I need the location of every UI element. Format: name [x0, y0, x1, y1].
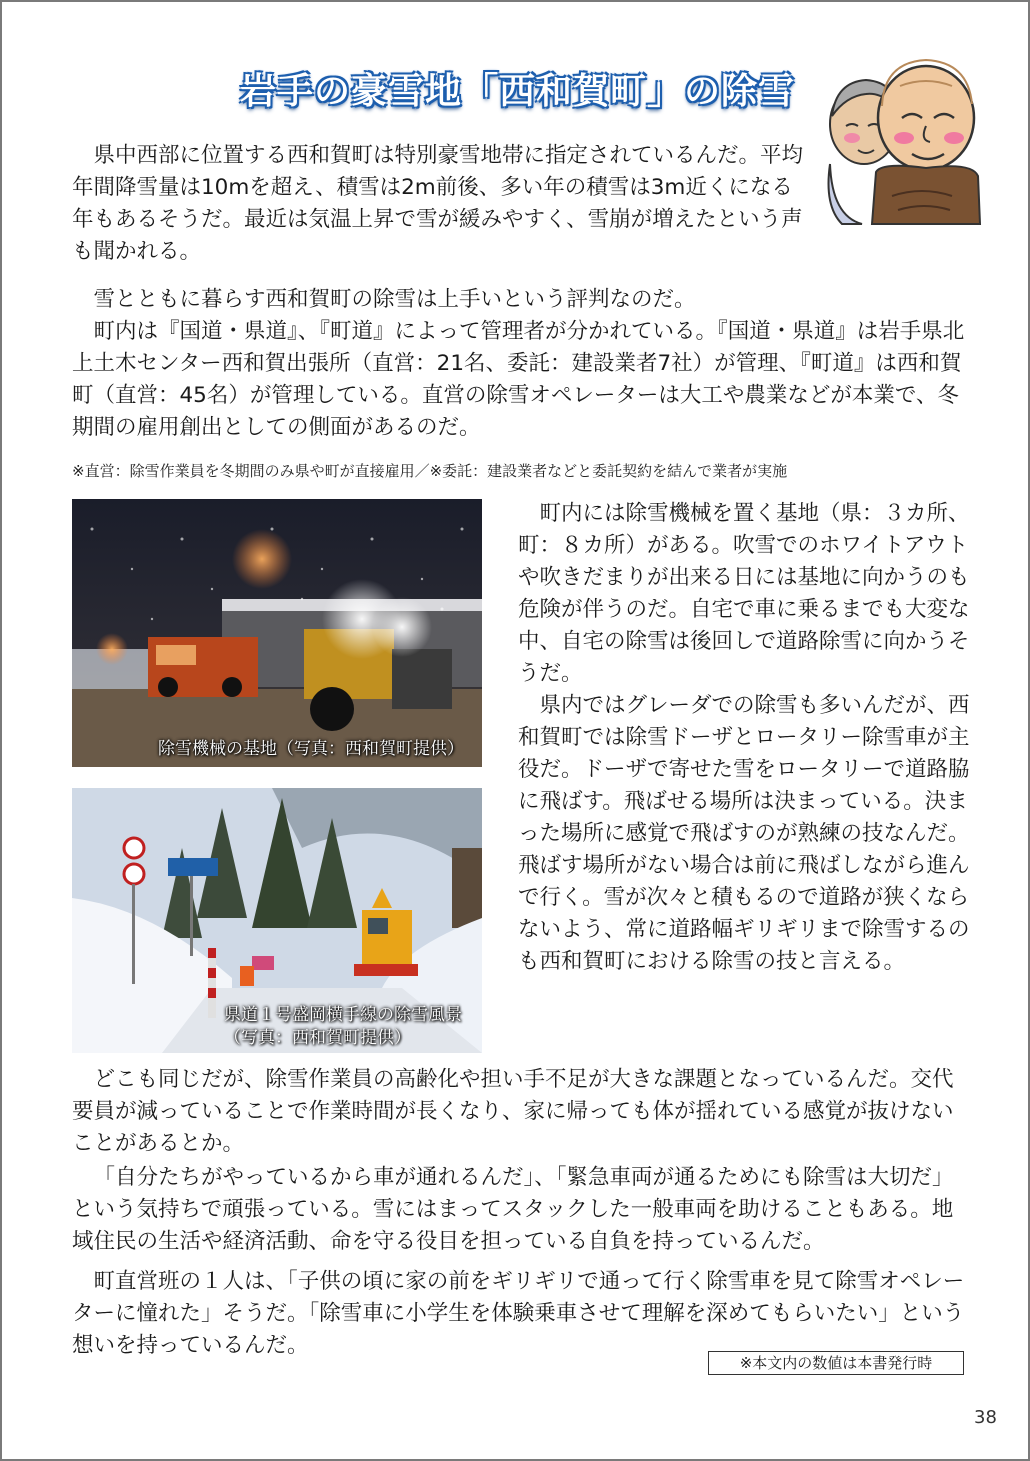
paragraph-4: 町内には除雪機械を置く基地（県：３カ所、町：８カ所）がある。吹雪でのホワイトアウトや吹きだまりが出来る日には基地に向かうのも危険が伴うのだ。自宅で車に乗るまでも大変な中、自宅の除雪は後回しで道路除雪に向かうそうだ。 — [518, 501, 970, 686]
paragraph-7: 「自分たちがやっているから車が通れるんだ」、「緊急車両が通るためにも除雪は大切だ」という気持ちで頑張っている。雪にはまってスタックした一般車両を助けることもある。地域住民の生活や経済活動、命を守る役目を担っている自負を持っているんだ。 — [72, 1165, 954, 1254]
paragraph-8: 町直営班の１人は、「子供の頃に家の前をギリギリで通って行く除雪車を見て除雪オペレーターに憧れた」そうだ。「除雪車に小学生を体験乗車させて理解を深めてもらいたい」という想いを持っているんだ。 — [72, 1269, 965, 1358]
paragraph-6: どこも同じだが、除雪作業員の高齢化や担い手不足が大きな課題となっているんだ。交代要員が減っていることで作業時間が長くなり、家に帰っても体が揺れている感覚が抜けないことがあるとか。 — [72, 1067, 954, 1156]
photo1-caption: 除雪機械の基地（写真：西和賀町提供） — [158, 739, 464, 759]
paragraph-2: 雪とともに暮らす西和賀町の除雪は上手いという評判なのだ。 — [93, 287, 696, 312]
paragraph-3: 町内は『国道・県道』、『町道』によって管理者が分かれている。『国道・県道』は岩手県北上土木センター西和賀出張所（直営：21名、委託：建設業者7社）が管理、『町道』は西和賀町（直営：45名）が管理している。直営の除雪オペレーターは大工や農業などが本業で、冬期間の雇用創出としての側面があるのだ。 — [72, 319, 965, 440]
paragraph-1: 県中西部に位置する西和賀町は特別豪雪地帯に指定されているんだ。平均年間降雪量は10mを超え、積雪は2m前後、多い年の積雪は3m近くになる年もあるそうだ。最近は気温上昇で雪が緩みやすく、雪崩が増えたという声も聞かれる。 — [72, 143, 804, 264]
mascot-illustration — [822, 46, 982, 226]
figures-note-box: ※本文内の数値は本書発行時 — [708, 1351, 964, 1375]
page-title: 岩手の豪雪地「西和賀町」の除雪 — [240, 71, 796, 112]
photo-snow-machine-base — [72, 499, 482, 767]
photo2-caption-line2: （写真：西和賀町提供） — [224, 1028, 411, 1048]
photo2-caption-line1: 県道１号盛岡横手線の除雪風景 — [224, 1005, 462, 1025]
page-number: 38 — [974, 1407, 997, 1428]
paragraph-5: 県内ではグレーダでの除雪も多いんだが、西和賀町では除雪ドーザとロータリー除雪車が主役だ。ドーザで寄せた雪をロータリーで道路脇に飛ばす。飛ばせる場所は決まっている。決まった場所に感覚で飛ばすのが熟練の技なんだ。飛ばす場所がない場合は前に飛ばしながら進んで行く。雪が次々と積もるので道路が狭くならないよう、常に道路幅ギリギリまで除雪するのも西和賀町における除雪の技と言える。 — [518, 693, 970, 974]
footnote-definitions: ※直営：除雪作業員を冬期間のみ県や町が直接雇用／※委託：建設業者などと委託契約を結んで業者が実施 — [72, 462, 788, 480]
